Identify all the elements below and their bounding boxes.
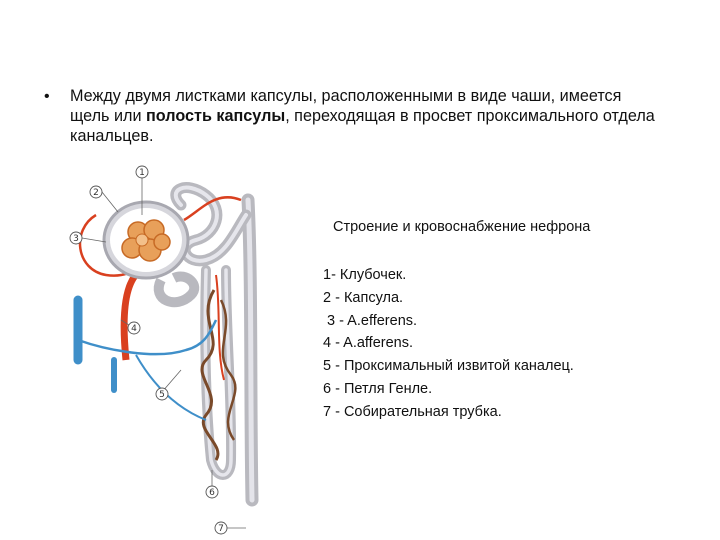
legend-item: 6 - Петля Генле. [323,380,433,397]
legend-item: 2 - Капсула. [323,289,404,306]
legend-item: 7 - Собирательная трубка. [323,403,502,420]
legend-item: 3 - A.efferens. [323,312,418,329]
marker-7 [215,522,227,534]
legend-item: 4 - A.afferens. [323,335,414,352]
marker-6 [206,486,218,498]
marker-4 [128,322,140,334]
legend-item: 1- Клубочек. [323,267,407,283]
legend-item: 5 - Проксимальный извитой каналец. [323,358,574,375]
figure-title: Строение и кровоснабжение нефрона [333,219,591,235]
marker-3 [70,232,82,244]
marker-5-label: 5 [159,390,165,400]
bullet-item [44,86,664,146]
nephron-illustration [66,160,296,538]
marker-1-label: 1 [139,168,145,178]
bullet-text-start: Между двумя листками капсулы, расположенными в виде чаши, имеется щель или [70,87,622,125]
bullet-text-end: , переходящая в просвет проксимального отдела канальцев. [70,107,655,145]
figure-legend [323,264,574,424]
bullet-text [70,86,664,146]
marker-7-label: 7 [218,524,224,534]
marker-4-label: 4 [131,324,137,334]
marker-3-label: 3 [73,234,79,244]
marker-6-label: 6 [209,488,215,498]
marker-2-label: 2 [93,188,99,198]
marker-5 [156,388,168,400]
bullet-text-bold: полость капсулы [146,107,286,125]
bullet-dot-icon: • [44,88,50,105]
marker-2 [90,186,102,198]
marker-1 [136,166,148,178]
